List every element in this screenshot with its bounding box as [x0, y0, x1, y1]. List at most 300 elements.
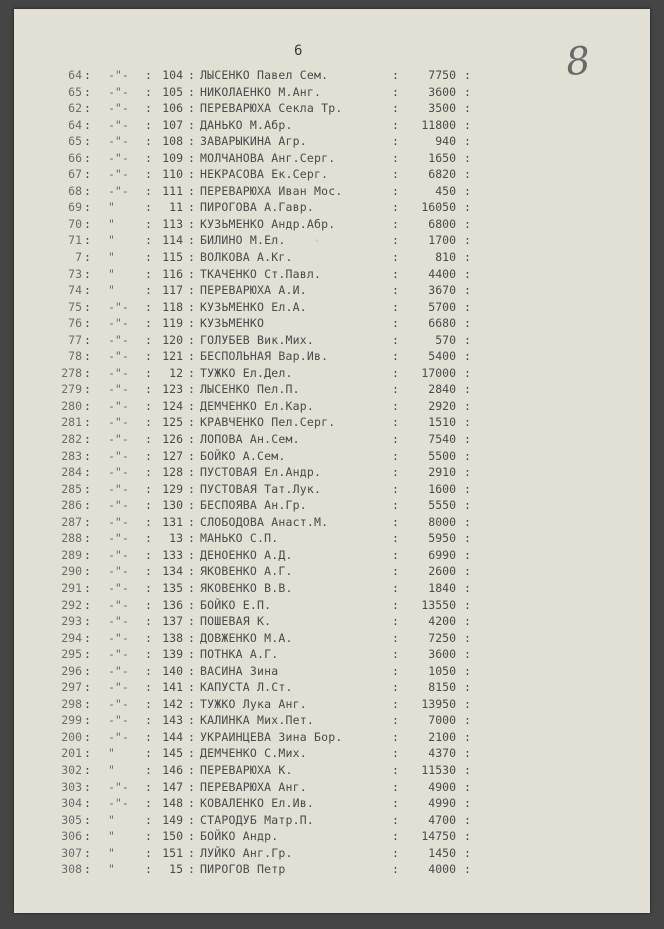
ditto-mark: -"- — [108, 432, 129, 447]
separator: : — [84, 713, 91, 728]
amount: 940 — [435, 134, 456, 149]
row-number: 280 — [61, 398, 82, 413]
separator: : — [464, 680, 471, 695]
ditto-mark: " — [108, 216, 115, 231]
table-row — [14, 696, 650, 713]
separator: : — [464, 796, 471, 811]
separator: : — [464, 117, 471, 132]
ditto-mark: -"- — [108, 167, 129, 182]
separator: : — [188, 167, 195, 182]
table-row — [14, 663, 650, 680]
amount: 4000 — [428, 862, 456, 877]
person-name: УКРАИНЦЕВА Зина Бор. — [200, 729, 343, 744]
table-row — [14, 166, 650, 183]
entry-index: 142 — [162, 696, 183, 711]
ditto-mark: -"- — [108, 729, 129, 744]
row-number: 70 — [68, 216, 82, 231]
separator: : — [188, 382, 195, 397]
ditto-mark: -"- — [108, 547, 129, 562]
ditto-mark: -"- — [108, 481, 129, 496]
row-number: 289 — [61, 547, 82, 562]
person-name: КАЛИНКА Мих.Пет. — [200, 713, 314, 728]
separator: : — [145, 448, 152, 463]
row-number: 295 — [61, 647, 82, 662]
separator: : — [464, 134, 471, 149]
separator: : — [392, 663, 399, 678]
table-row — [14, 828, 650, 845]
person-name: ТКАЧЕНКО Ст.Павл. — [200, 266, 322, 281]
amount: 2600 — [428, 564, 456, 579]
entry-index: 133 — [162, 547, 183, 562]
separator: : — [464, 299, 471, 314]
amount: 8150 — [428, 680, 456, 695]
amount: 1650 — [428, 150, 456, 165]
table-row — [14, 315, 650, 332]
entry-index: 110 — [162, 167, 183, 182]
separator: : — [188, 398, 195, 413]
separator: : — [84, 829, 91, 844]
separator: : — [464, 597, 471, 612]
person-name: НЕКРАСОВА Ек.Серг. — [200, 167, 329, 182]
ditto-mark: -"- — [108, 150, 129, 165]
entry-index: 12 — [169, 365, 183, 380]
separator: : — [145, 762, 152, 777]
ditto-mark: " — [108, 746, 115, 761]
separator: : — [84, 614, 91, 629]
separator: : — [188, 696, 195, 711]
separator: : — [464, 514, 471, 529]
row-number: 7 — [75, 250, 82, 265]
separator: : — [145, 134, 152, 149]
amount: 5550 — [428, 498, 456, 513]
separator: : — [84, 316, 91, 331]
separator: : — [145, 183, 152, 198]
table-row — [14, 67, 650, 84]
separator: : — [392, 365, 399, 380]
ditto-mark: " — [108, 829, 115, 844]
amount: 7250 — [428, 630, 456, 645]
entry-index: 11 — [169, 200, 183, 215]
separator: : — [84, 216, 91, 231]
person-name: ДЕМЧЕНКО С.Мих. — [200, 746, 307, 761]
separator: : — [392, 796, 399, 811]
separator: : — [84, 531, 91, 546]
separator: : — [84, 630, 91, 645]
ditto-mark: -"- — [108, 134, 129, 149]
table-row — [14, 613, 650, 630]
ditto-mark: -"- — [108, 316, 129, 331]
amount: 1050 — [428, 663, 456, 678]
entry-index: 141 — [162, 680, 183, 695]
person-name: ВАСИНА Зина — [200, 663, 279, 678]
separator: : — [145, 266, 152, 281]
person-name: ПИРОГОВ Петр — [200, 862, 286, 877]
separator: : — [188, 316, 195, 331]
entry-index: 143 — [162, 713, 183, 728]
ditto-mark: -"- — [108, 713, 129, 728]
amount: 1510 — [428, 415, 456, 430]
table-row — [14, 282, 650, 299]
amount: 1600 — [428, 481, 456, 496]
amount: 6990 — [428, 547, 456, 562]
amount: 4200 — [428, 614, 456, 629]
table-row — [14, 398, 650, 415]
separator: : — [188, 812, 195, 827]
person-name: КАПУСТА Л.Ст. — [200, 680, 293, 695]
entry-index: 113 — [162, 216, 183, 231]
amount: 6820 — [428, 167, 456, 182]
separator: : — [84, 547, 91, 562]
separator: : — [84, 779, 91, 794]
table-row — [14, 679, 650, 696]
separator: : — [145, 200, 152, 215]
separator: : — [464, 382, 471, 397]
separator: : — [392, 349, 399, 364]
separator: : — [464, 167, 471, 182]
entry-index: 129 — [162, 481, 183, 496]
separator: : — [392, 746, 399, 761]
person-name: СЛОБОДОВА Анаст.М. — [200, 514, 329, 529]
ditto-mark: " — [108, 862, 115, 877]
document-page — [14, 9, 650, 913]
separator: : — [145, 101, 152, 116]
separator: : — [392, 117, 399, 132]
row-number: 294 — [61, 630, 82, 645]
entry-index: 137 — [162, 614, 183, 629]
person-name: БЕСПОЯВА Ан.Гр. — [200, 498, 307, 513]
separator: : — [145, 862, 152, 877]
entry-index: 105 — [162, 84, 183, 99]
separator: : — [464, 250, 471, 265]
separator: : — [145, 547, 152, 562]
person-name: ПУСТОВАЯ Тат.Лук. — [200, 481, 322, 496]
ditto-mark: -"- — [108, 514, 129, 529]
ditto-mark: -"- — [108, 696, 129, 711]
entry-index: 107 — [162, 117, 183, 132]
table-row — [14, 332, 650, 349]
separator: : — [145, 647, 152, 662]
separator: : — [84, 150, 91, 165]
separator: : — [464, 614, 471, 629]
entry-index: 126 — [162, 432, 183, 447]
table-row — [14, 381, 650, 398]
separator: : — [392, 630, 399, 645]
person-name: КОВАЛЕНКО Ел.Ив. — [200, 796, 314, 811]
entry-index: 115 — [162, 250, 183, 265]
person-name: ЗАВАРЫКИНА Агр. — [200, 134, 307, 149]
separator: : — [84, 663, 91, 678]
table-row — [14, 762, 650, 779]
separator: : — [84, 680, 91, 695]
separator: : — [145, 117, 152, 132]
entry-index: 144 — [162, 729, 183, 744]
entry-index: 119 — [162, 316, 183, 331]
entry-index: 106 — [162, 101, 183, 116]
entry-index: 104 — [162, 68, 183, 82]
row-number: 279 — [61, 382, 82, 397]
ditto-mark: -"- — [108, 614, 129, 629]
separator: : — [392, 614, 399, 629]
entry-index: 145 — [162, 746, 183, 761]
table-row — [14, 795, 650, 812]
person-name: ПЕРЕВАРЮХА Анг. — [200, 779, 307, 794]
separator: : — [145, 316, 152, 331]
person-name: ДЕНОЕНКО А.Д. — [200, 547, 293, 562]
separator: : — [84, 647, 91, 662]
ditto-mark: -"- — [108, 663, 129, 678]
row-number: 62 — [68, 101, 82, 116]
person-name: ВОЛКОВА А.Кг. — [200, 250, 293, 265]
separator: : — [145, 382, 152, 397]
table-row — [14, 861, 650, 878]
separator: : — [188, 415, 195, 430]
separator: : — [464, 547, 471, 562]
separator: : — [464, 101, 471, 116]
separator: : — [84, 398, 91, 413]
amount: 13950 — [421, 696, 456, 711]
row-number: 73 — [68, 266, 82, 281]
table-row — [14, 84, 650, 101]
separator: : — [145, 365, 152, 380]
separator: : — [188, 68, 195, 82]
entry-index: 130 — [162, 498, 183, 513]
ditto-mark: -"- — [108, 564, 129, 579]
separator: : — [392, 713, 399, 728]
separator: : — [392, 68, 399, 82]
table-row — [14, 249, 650, 266]
separator: : — [84, 597, 91, 612]
entry-index: 109 — [162, 150, 183, 165]
table-row — [14, 414, 650, 431]
separator: : — [392, 266, 399, 281]
separator: : — [392, 531, 399, 546]
entry-index: 114 — [162, 233, 183, 248]
separator: : — [464, 779, 471, 794]
amount: 16050 — [421, 200, 456, 215]
separator: : — [188, 845, 195, 860]
separator: : — [188, 663, 195, 678]
separator: : — [145, 796, 152, 811]
row-number: 296 — [61, 663, 82, 678]
ditto-mark: -"- — [108, 68, 129, 82]
separator: : — [392, 779, 399, 794]
person-name: БИЛИНО М.Ел. — [200, 233, 286, 248]
entry-index: 149 — [162, 812, 183, 827]
separator: : — [464, 630, 471, 645]
person-name: СТАРОДУБ Матр.П. — [200, 812, 314, 827]
table-row — [14, 563, 650, 580]
separator: : — [188, 266, 195, 281]
separator: : — [188, 200, 195, 215]
row-number: 65 — [68, 84, 82, 99]
ditto-mark: -"- — [108, 779, 129, 794]
separator: : — [392, 84, 399, 99]
table-row — [14, 779, 650, 796]
separator: : — [84, 117, 91, 132]
ditto-mark: -"- — [108, 498, 129, 513]
separator: : — [392, 580, 399, 595]
amount: 7750 — [428, 68, 456, 82]
separator: : — [84, 564, 91, 579]
separator: : — [392, 316, 399, 331]
row-number: 68 — [68, 183, 82, 198]
amount: 5400 — [428, 349, 456, 364]
ditto-mark: -"- — [108, 680, 129, 695]
separator: : — [145, 481, 152, 496]
separator: : — [464, 365, 471, 380]
separator: : — [188, 713, 195, 728]
entry-index: 125 — [162, 415, 183, 430]
separator: : — [84, 746, 91, 761]
separator: : — [392, 812, 399, 827]
entry-index: 124 — [162, 398, 183, 413]
separator: : — [188, 216, 195, 231]
entry-index: 139 — [162, 647, 183, 662]
separator: : — [392, 829, 399, 844]
separator: : — [392, 597, 399, 612]
separator: : — [392, 647, 399, 662]
person-name: ДАНЬКО М.Абр. — [200, 117, 293, 132]
separator: : — [145, 597, 152, 612]
separator: : — [188, 117, 195, 132]
separator: : — [464, 332, 471, 347]
person-name: ПЕРЕВАРЮХА К. — [200, 762, 293, 777]
amount: 3500 — [428, 101, 456, 116]
separator: : — [392, 862, 399, 877]
separator: : — [392, 514, 399, 529]
separator: : — [188, 796, 195, 811]
entry-index: 146 — [162, 762, 183, 777]
table-row — [14, 216, 650, 233]
separator: : — [84, 167, 91, 182]
table-row — [14, 580, 650, 597]
separator: : — [392, 415, 399, 430]
separator: : — [145, 432, 152, 447]
separator: : — [84, 349, 91, 364]
separator: : — [188, 862, 195, 877]
separator: : — [464, 498, 471, 513]
separator: : — [464, 531, 471, 546]
separator: : — [84, 812, 91, 827]
separator: : — [84, 465, 91, 480]
person-name: ТУЖКО Лука Анг. — [200, 696, 307, 711]
separator: : — [145, 233, 152, 248]
row-number: 201 — [61, 746, 82, 761]
table-row — [14, 630, 650, 647]
row-number: 299 — [61, 713, 82, 728]
person-name: КРАВЧЕНКО Пел.Серг. — [200, 415, 336, 430]
row-number: 306 — [61, 829, 82, 844]
separator: : — [84, 448, 91, 463]
separator: : — [464, 200, 471, 215]
ditto-mark: " — [108, 250, 115, 265]
row-number: 67 — [68, 167, 82, 182]
row-number: 278 — [61, 365, 82, 380]
person-name: ПЕРЕВАРЮХА Иван Мос. — [200, 183, 343, 198]
separator: : — [464, 746, 471, 761]
row-number: 304 — [61, 796, 82, 811]
separator: : — [145, 498, 152, 513]
separator: : — [464, 266, 471, 281]
separator: : — [464, 465, 471, 480]
table-row — [14, 365, 650, 382]
separator: : — [464, 481, 471, 496]
entry-index: 116 — [162, 266, 183, 281]
separator: : — [145, 531, 152, 546]
separator: : — [188, 448, 195, 463]
separator: : — [464, 216, 471, 231]
row-number: 71 — [68, 233, 82, 248]
amount: 2910 — [428, 465, 456, 480]
separator: : — [145, 167, 152, 182]
separator: : — [145, 812, 152, 827]
separator: : — [188, 101, 195, 116]
amount: 13550 — [421, 597, 456, 612]
amount: 8000 — [428, 514, 456, 529]
separator: : — [84, 796, 91, 811]
separator: : — [145, 283, 152, 298]
amount: 6800 — [428, 216, 456, 231]
separator: : — [188, 150, 195, 165]
person-name: КУЗЬМЕНКО Андр.Абр. — [200, 216, 336, 231]
separator: : — [392, 283, 399, 298]
amount: 4900 — [428, 779, 456, 794]
separator: : — [464, 316, 471, 331]
entry-index: 150 — [162, 829, 183, 844]
entry-index: 118 — [162, 299, 183, 314]
separator: : — [145, 729, 152, 744]
separator: : — [188, 349, 195, 364]
separator: : — [84, 134, 91, 149]
separator: : — [188, 597, 195, 612]
row-number: 65 — [68, 134, 82, 149]
separator: : — [188, 779, 195, 794]
entry-index: 134 — [162, 564, 183, 579]
separator: : — [84, 250, 91, 265]
separator: : — [392, 250, 399, 265]
row-number: 297 — [61, 680, 82, 695]
separator: : — [84, 84, 91, 99]
separator: : — [392, 216, 399, 231]
separator: : — [188, 564, 195, 579]
entry-index: 148 — [162, 796, 183, 811]
entry-index: 15 — [169, 862, 183, 877]
person-name: МАНЬКО С.П. — [200, 531, 279, 546]
ditto-mark: -"- — [108, 597, 129, 612]
separator: : — [464, 183, 471, 198]
separator: : — [188, 465, 195, 480]
ditto-mark: -"- — [108, 101, 129, 116]
separator: : — [464, 713, 471, 728]
separator: : — [188, 630, 195, 645]
row-number: 281 — [61, 415, 82, 430]
ditto-mark: -"- — [108, 531, 129, 546]
separator: : — [392, 101, 399, 116]
separator: : — [188, 299, 195, 314]
separator: : — [145, 250, 152, 265]
ditto-mark: -"- — [108, 647, 129, 662]
separator: : — [392, 200, 399, 215]
table-row — [14, 481, 650, 498]
separator: : — [145, 713, 152, 728]
separator: : — [188, 729, 195, 744]
separator: : — [145, 779, 152, 794]
separator: : — [464, 696, 471, 711]
row-number: 282 — [61, 432, 82, 447]
row-number: 74 — [68, 283, 82, 298]
ditto-mark: -"- — [108, 448, 129, 463]
separator: : — [392, 382, 399, 397]
